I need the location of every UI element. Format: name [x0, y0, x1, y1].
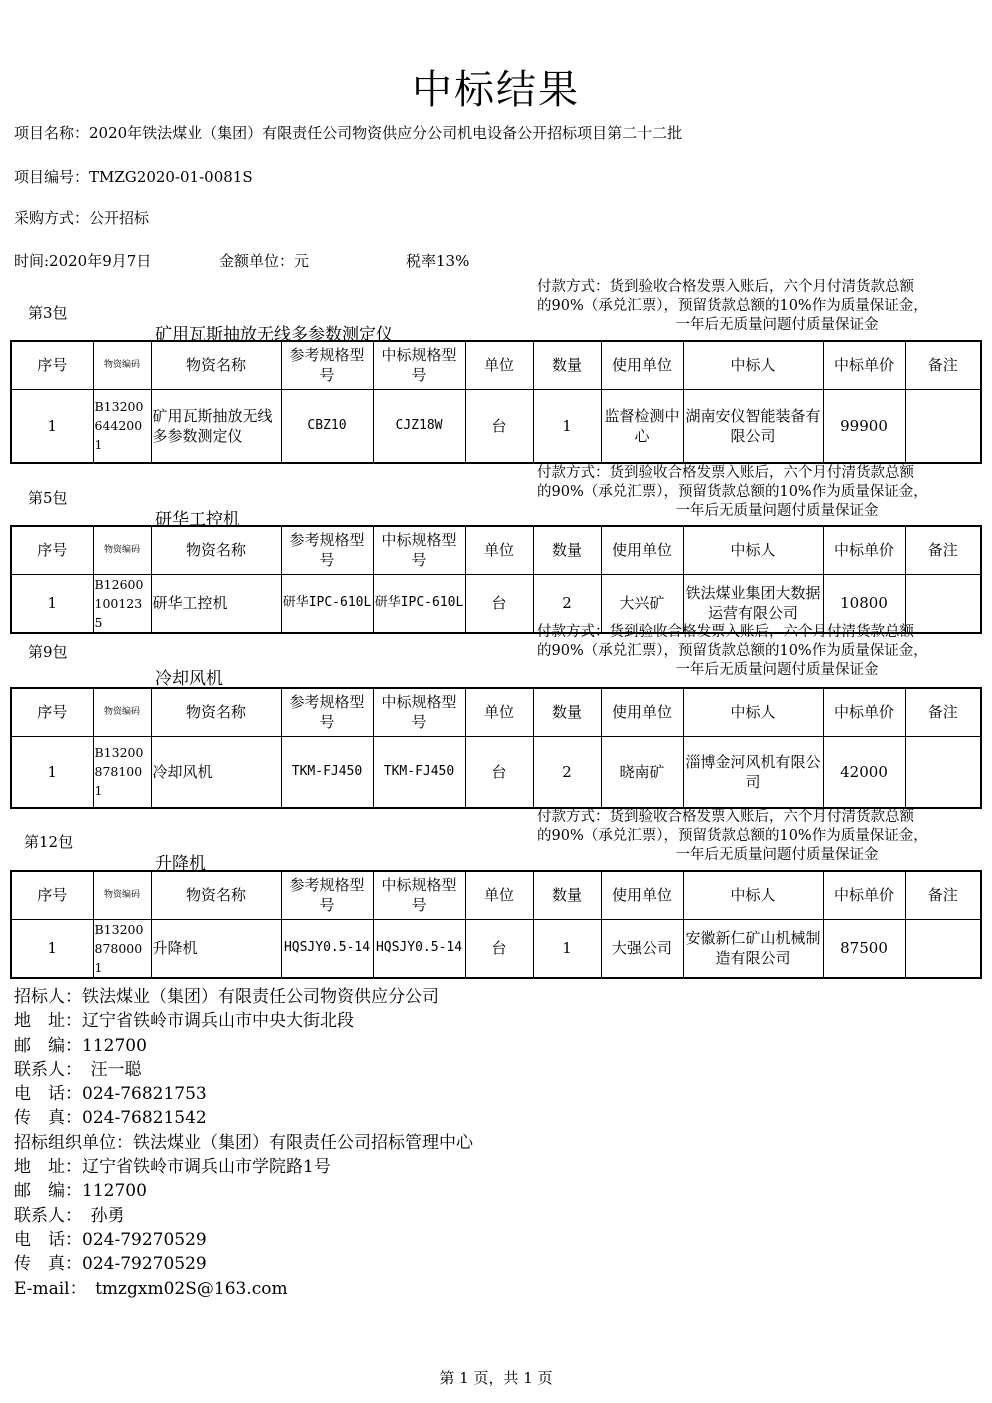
quantity: 2: [533, 574, 601, 633]
row-no: 1: [11, 736, 93, 808]
row-no: 1: [11, 919, 93, 978]
header-cell: 序号: [11, 526, 93, 574]
payment-line-1: 付款方式：货到验收合格发票入账后，六个月付清货款总额: [537, 809, 914, 825]
material-code: B132008781001: [93, 736, 151, 808]
remark: [905, 736, 981, 808]
header-cell: 序号: [11, 688, 93, 736]
tenderer-phone: 电 话：024-76821753: [14, 1084, 207, 1105]
winner: 铁法煤业集团大数据运营有限公司: [683, 574, 823, 633]
winner: 安徽新仁矿山机械制造有限公司: [683, 919, 823, 978]
package-label: 第5包: [28, 489, 68, 507]
header-cell: 中标单价: [823, 688, 905, 736]
package-label: 第3包: [28, 304, 68, 322]
ref-spec: 研华IPC-610L: [281, 574, 373, 633]
package-name: 研华工控机: [155, 510, 240, 530]
header-cell: 中标单价: [823, 341, 905, 389]
header-cell: 备注: [905, 341, 981, 389]
payment-line-2: 的90%（承兑汇票），预留货款总额的10%作为质量保证金，: [537, 828, 928, 844]
payment-line-3: 一年后无质量问题付质量保证金: [675, 317, 879, 333]
header-cell: 备注: [905, 871, 981, 919]
payment-terms: [537, 623, 977, 680]
header-cell: 中标单价: [823, 526, 905, 574]
payment-line-3: 一年后无质量问题付质量保证金: [675, 847, 879, 863]
header-cell: 参考规格型号: [281, 871, 373, 919]
remark: [905, 919, 981, 978]
quantity: 1: [533, 919, 601, 978]
tenderer-postcode: 邮 编：112700: [14, 1035, 147, 1056]
quantity: 1: [533, 389, 601, 463]
agency-email: E-mail： tmzgxm02S@163.com: [14, 1278, 288, 1299]
unit-price: 42000: [823, 736, 905, 808]
header-cell: 参考规格型号: [281, 341, 373, 389]
material-name: 矿用瓦斯抽放无线多参数测定仪: [151, 389, 281, 463]
bid-spec: 研华IPC-610L: [373, 574, 465, 633]
unit: 台: [465, 919, 533, 978]
ref-spec: TKM-FJ450: [281, 736, 373, 808]
tenderer-address: 地 址：辽宁省铁岭市调兵山市中央大街北段: [14, 1011, 354, 1032]
user-unit: 大兴矿: [601, 574, 683, 633]
table-row: [11, 736, 981, 808]
bid-table: [10, 340, 982, 464]
tenderer-contact-person: 联系人： 汪一聪: [14, 1059, 142, 1080]
project-code: 项目编号：TMZG2020-01-0081S: [14, 168, 253, 186]
header-cell: 使用单位: [601, 341, 683, 389]
unit: 台: [465, 574, 533, 633]
header-cell: 物资编码: [93, 526, 151, 574]
project-name: 项目名称：2020年铁法煤业（集团）有限责任公司物资供应分公司机电设备公开招标项目第二十二批: [14, 124, 683, 142]
material-code: B132006442001: [93, 389, 151, 463]
header-cell: 中标人: [683, 871, 823, 919]
agency-contact-person: 联系人： 孙勇: [14, 1205, 125, 1226]
header-cell: 中标人: [683, 526, 823, 574]
header-cell: 备注: [905, 688, 981, 736]
header-cell: 单位: [465, 871, 533, 919]
payment-terms: [537, 464, 977, 521]
header-cell: 序号: [11, 871, 93, 919]
header-cell: 使用单位: [601, 688, 683, 736]
tax-rate: 税率13%: [406, 252, 470, 270]
package-name: 冷却风机: [155, 669, 223, 689]
winner: 淄博金河风机有限公司: [683, 736, 823, 808]
agency-phone: 电 话：024-79270529: [14, 1229, 207, 1250]
package-label: 第12包: [24, 833, 74, 851]
bid-table: [10, 525, 982, 634]
header-cell: 序号: [11, 341, 93, 389]
header-cell: 物资名称: [151, 871, 281, 919]
header-cell: 单位: [465, 526, 533, 574]
material-code: B126001001235: [93, 574, 151, 633]
header-cell: 备注: [905, 526, 981, 574]
header-cell: 中标人: [683, 688, 823, 736]
header-cell: 使用单位: [601, 871, 683, 919]
page-number: 第 1 页，共 1 页: [439, 1369, 553, 1387]
announce-time: 时间:2020年9月7日: [14, 252, 152, 270]
payment-line-2: 的90%（承兑汇票），预留货款总额的10%作为质量保证金，: [537, 298, 928, 314]
user-unit: 监督检测中心: [601, 389, 683, 463]
header-cell: 物资编码: [93, 688, 151, 736]
unit: 台: [465, 389, 533, 463]
package-name: 升降机: [155, 854, 206, 874]
remark: [905, 389, 981, 463]
contact-block: [14, 985, 473, 1301]
material-name: 冷却风机: [151, 736, 281, 808]
header-cell: 数量: [533, 341, 601, 389]
purchase-method: 采购方式：公开招标: [14, 209, 150, 227]
bid-table: [10, 687, 982, 809]
ref-spec: CBZ10: [281, 389, 373, 463]
payment-line-3: 一年后无质量问题付质量保证金: [675, 662, 879, 678]
header-cell: 中标规格型号: [373, 526, 465, 574]
material-name: 研华工控机: [151, 574, 281, 633]
row-no: 1: [11, 389, 93, 463]
header-cell: 物资名称: [151, 341, 281, 389]
header-cell: 物资名称: [151, 688, 281, 736]
payment-line-1: 付款方式：货到验收合格发票入账后，六个月付清货款总额: [537, 624, 914, 640]
bid-spec: CJZ18W: [373, 389, 465, 463]
header-cell: 中标人: [683, 341, 823, 389]
header-cell: 中标规格型号: [373, 341, 465, 389]
header-cell: 数量: [533, 526, 601, 574]
amount-unit: 金额单位：元: [219, 252, 310, 270]
header-cell: 单位: [465, 341, 533, 389]
user-unit: 晓南矿: [601, 736, 683, 808]
agency: 招标组织单位：铁法煤业（集团）有限责任公司招标管理中心: [14, 1132, 473, 1153]
ref-spec: HQSJY0.5-14: [281, 919, 373, 978]
header-cell: 使用单位: [601, 526, 683, 574]
package-label: 第9包: [28, 643, 68, 661]
header-cell: 数量: [533, 688, 601, 736]
header-cell: 数量: [533, 871, 601, 919]
bid-spec: TKM-FJ450: [373, 736, 465, 808]
row-no: 1: [11, 574, 93, 633]
header-cell: 参考规格型号: [281, 688, 373, 736]
payment-line-1: 付款方式：货到验收合格发票入账后，六个月付清货款总额: [537, 465, 914, 481]
header-cell: 中标规格型号: [373, 688, 465, 736]
user-unit: 大强公司: [601, 919, 683, 978]
quantity: 2: [533, 736, 601, 808]
page-title: 中标结果: [412, 67, 580, 113]
table-header-row: [11, 341, 981, 389]
material-name: 升降机: [151, 919, 281, 978]
table-header-row: [11, 871, 981, 919]
header-cell: 物资编码: [93, 871, 151, 919]
bid-table: [10, 870, 982, 979]
tenderer: 招标人：铁法煤业（集团）有限责任公司物资供应分公司: [14, 987, 439, 1007]
table-header-row: [11, 526, 981, 574]
unit: 台: [465, 736, 533, 808]
package-name: 矿用瓦斯抽放无线多参数测定仪: [155, 325, 393, 345]
agency-address: 地 址：辽宁省铁岭市调兵山市学院路1号: [14, 1157, 331, 1178]
table-row: [11, 389, 981, 463]
unit-price: 99900: [823, 389, 905, 463]
payment-line-3: 一年后无质量问题付质量保证金: [675, 503, 879, 519]
agency-fax: 传 真：024-79270529: [14, 1254, 207, 1275]
header-cell: 物资编码: [93, 341, 151, 389]
unit-price: 10800: [823, 574, 905, 633]
payment-line-2: 的90%（承兑汇票），预留货款总额的10%作为质量保证金，: [537, 484, 928, 500]
bid-spec: HQSJY0.5-14: [373, 919, 465, 978]
payment-line-2: 的90%（承兑汇票），预留货款总额的10%作为质量保证金，: [537, 643, 928, 659]
table-row: [11, 919, 981, 978]
tenderer-fax: 传 真：024-76821542: [14, 1108, 207, 1129]
header-cell: 参考规格型号: [281, 526, 373, 574]
material-code: B132008780001: [93, 919, 151, 978]
winner: 湖南安仪智能装备有限公司: [683, 389, 823, 463]
header-cell: 单位: [465, 688, 533, 736]
payment-terms: [537, 278, 977, 335]
payment-terms: [537, 808, 977, 865]
table-header-row: [11, 688, 981, 736]
header-cell: 中标规格型号: [373, 871, 465, 919]
header-cell: 中标单价: [823, 871, 905, 919]
header-cell: 物资名称: [151, 526, 281, 574]
agency-postcode: 邮 编：112700: [14, 1181, 147, 1202]
payment-line-1: 付款方式：货到验收合格发票入账后，六个月付清货款总额: [537, 279, 914, 295]
unit-price: 87500: [823, 919, 905, 978]
